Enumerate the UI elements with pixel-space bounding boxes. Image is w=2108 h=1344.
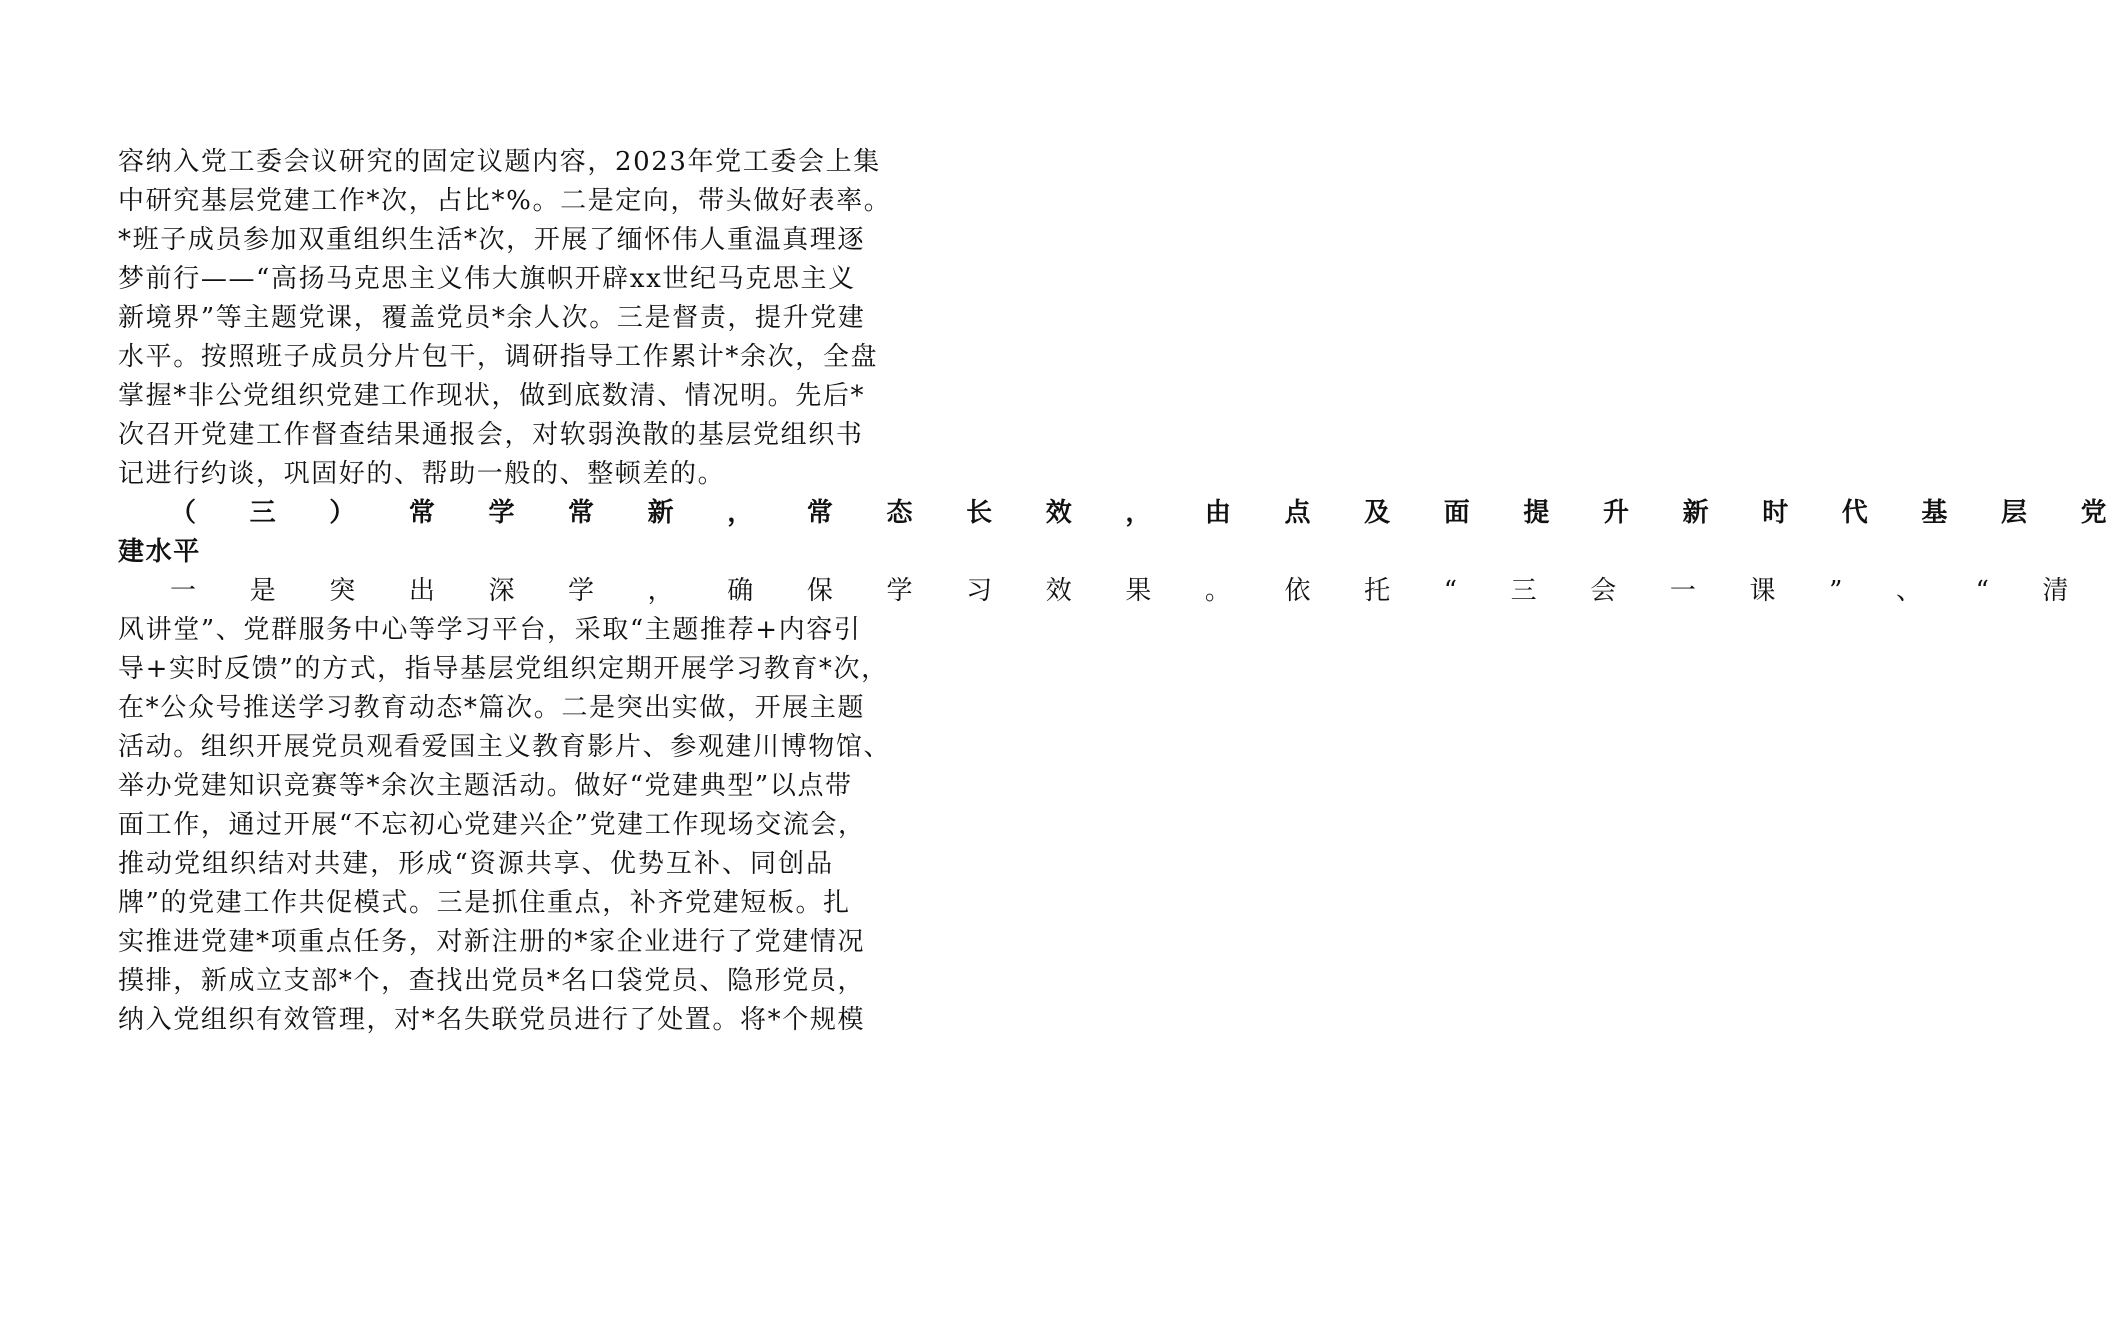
text-line: 摸 排 ， 新 成 立 支 部 * 个 ， 查 找 出 党 员 * 名 口 袋 党 员 、 隐 形 党 员 ， bbox=[118, 966, 866, 996]
text-line: 面 工 作 ， 通 过 开 展 “ 不 忘 初 心 党 建 兴 企 ” 党 建 工 作 现 场 交 流 会 ， bbox=[118, 810, 866, 840]
text-line: 掌 握 * 非 公 党 组 织 党 建 工 作 现 状 ， 做 到 底 数 清 、 情 况 明 。 先 后 * bbox=[118, 381, 866, 411]
text-line: 一 是 突 出 深 学 ， 确 保 学 习 效 果 。 依 托 “ 三 会 一 课 ” 、 “ 清 bbox=[170, 576, 2071, 606]
text-line: 次 召 开 党 建 工 作 督 查 结 果 通 报 会 ， 对 软 弱 涣 散 的 基 层 党 组 织 书 bbox=[118, 420, 864, 450]
section-heading-line: 建水平 bbox=[118, 537, 201, 567]
text-line: 纳 入 党 组 织 有 效 管 理 ， 对 * 名 失 联 党 员 进 行 了 处 置 。 将 * 个 规 模 bbox=[118, 1005, 866, 1035]
text-line: 实 推 进 党 建 * 项 重 点 任 务 ， 对 新 注 册 的 * 家 企 业 进 行 了 党 建 情 况 bbox=[118, 927, 866, 957]
text-line: 牌 ” 的 党 建 工 作 共 促 模 式 。 三 是 抓 住 重 点 ， 补 齐 党 建 短 板 。 扎 bbox=[118, 888, 851, 918]
text-line: 中 研 究 基 层 党 建 工 作 * 次 ， 占 比 * % 。 二 是 定 向 ， 带 头 做 好 表 率 。 bbox=[118, 186, 892, 216]
text-line: 容 纳 入 党 工 委 会 议 研 究 的 固 定 议 题 内 容 ， 2023 年 党 工 委 会 上 集 bbox=[118, 147, 881, 177]
text-line: 新 境 界 ” 等 主 题 党 课 ， 覆 盖 党 员 * 余 人 次 。 三 是 督 责 ， 提 升 党 建 bbox=[118, 303, 866, 333]
text-line: 导 + 实 时 反 馈 ” 的 方 式 ， 指 导 基 层 党 组 织 定 期 开 展 学 习 教 育 * 次 ， bbox=[118, 654, 889, 684]
text-line: * 班 子 成 员 参 加 双 重 组 织 生 活 * 次 ， 开 展 了 缅 怀 伟 人 重 温 真 理 逐 bbox=[118, 225, 866, 255]
text-line: 记进行约谈，巩固好的、帮助一般的、整顿差的。 bbox=[118, 459, 726, 489]
text-line: 水 平 。 按 照 班 子 成 员 分 片 包 干 ， 调 研 指 导 工 作 累 计 * 余 次 ， 全 盘 bbox=[118, 342, 879, 372]
text-line: 活 动 。 组 织 开 展 党 员 观 看 爱 国 主 义 教 育 影 片 、 参 观 建 川 博 物 馆 、 bbox=[118, 732, 892, 762]
text-line: 在 * 公 众 号 推 送 学 习 教 育 动 态 * 篇 次 。 二 是 突 出 实 做 ， 开 展 主 题 bbox=[118, 693, 866, 723]
text-line: 举 办 党 建 知 识 竞 赛 等 * 余 次 主 题 活 动 。 做 好 “ 党 建 典 型 ” 以 点 带 bbox=[118, 771, 853, 801]
text-line: 梦 前 行 — — “ 高 扬 马 克 思 主 义 伟 大 旗 帜 开 辟 xx 世 纪 马 克 思 主 义 bbox=[118, 264, 856, 294]
section-heading-line: （ 三 ） 常 学 常 新 ， 常 态 长 效 ， 由 点 及 面 提 升 新 时 代 基 层 党 bbox=[170, 498, 2108, 528]
text-line: 风 讲 堂 ” 、 党 群 服 务 中 心 等 学 习 平 台 ， 采 取 “ 主 题 推 荐 + 内 容 引 bbox=[118, 615, 862, 645]
text-line: 推 动 党 组 织 结 对 共 建 ， 形 成 “ 资 源 共 享 、 优 势 互 补 、 同 创 品 bbox=[118, 849, 834, 879]
body-text bbox=[118, 143, 2108, 1040]
